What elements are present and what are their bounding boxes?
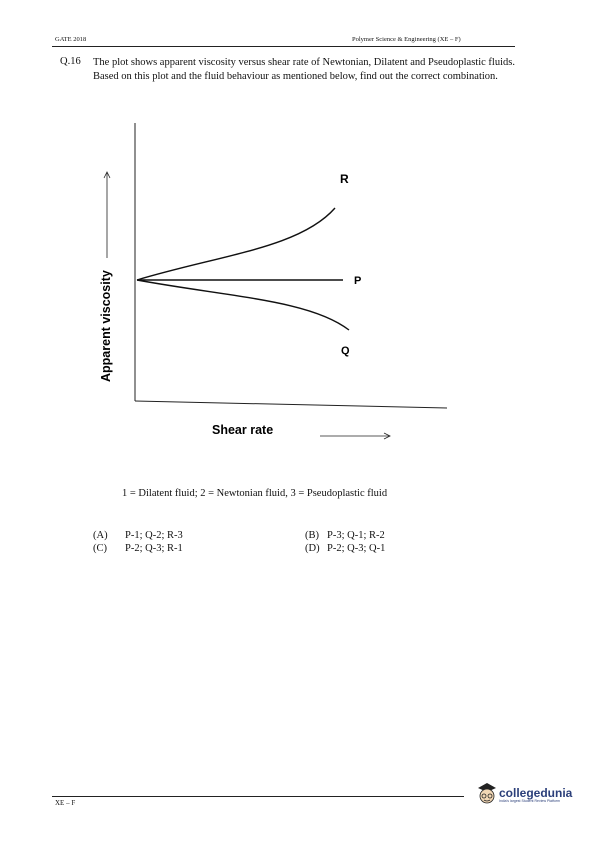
option-b-key: (B) [305,530,319,541]
option-a-key: (A) [93,530,108,541]
x-axis-label: Shear rate [212,423,274,437]
footer-rule [52,796,464,797]
x-axis [135,401,447,408]
logo-tagline: India's largest Student Review Platform [499,799,560,803]
option-c-key: (C) [93,543,107,554]
footer-code: XE – F [55,799,76,807]
option-d-text: P-2; Q-3; Q-1 [327,543,386,554]
logo-wordmark: collegedunia [499,786,573,800]
curve-label-q: Q [341,345,350,357]
option-c-text: P-2; Q-3; R-1 [125,543,183,554]
option-d-key: (D) [305,543,320,554]
question-number: Q.16 [60,56,81,67]
header-exam: GATE 2018 [55,36,87,43]
curve-q [137,280,349,330]
option-b-text: P-3; Q-1; R-2 [327,530,385,541]
graduate-mascot-icon [476,781,498,807]
fluid-legend: 1 = Dilatent fluid; 2 = Newtonian fluid, 3 = Pseudoplastic fluid [122,488,388,499]
curve-label-p: P [354,275,362,287]
curve-label-r: R [340,172,349,186]
y-axis-label: Apparent viscosity [99,270,113,382]
question-text: The plot shows apparent viscosity versus shear rate of Newtonian, Dilatent and Pseudoplastic fluids. Based on this plot and the fluid behaviour as mentioned below, find out the correct combination. [93,57,515,82]
curve-r [137,208,335,280]
header-paper: Polymer Science & Engineering (XE – F) [352,36,461,43]
option-a-text: P-1; Q-2; R-3 [125,530,183,541]
